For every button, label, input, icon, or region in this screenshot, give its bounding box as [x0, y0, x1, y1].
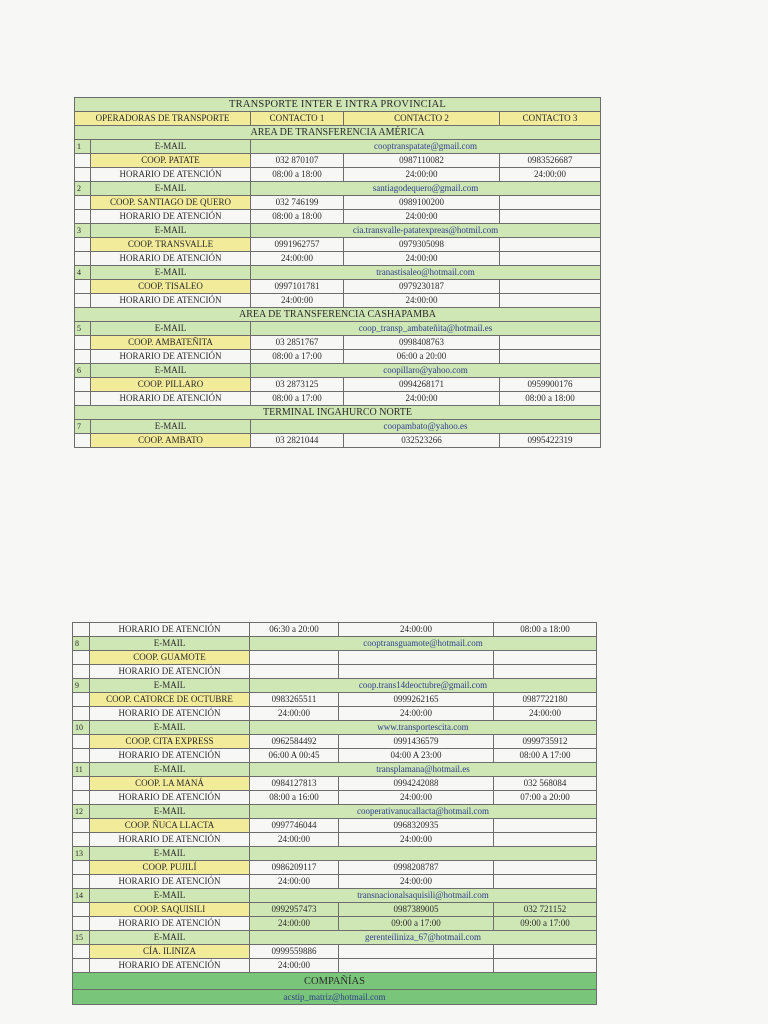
contact-3: 0959900176: [500, 378, 601, 392]
hours-1: 06:00 A 00:45: [250, 749, 339, 763]
area-heading: [75, 308, 601, 322]
contact-3: [494, 861, 597, 875]
hours-3: [494, 959, 597, 973]
header-contact-2: CONTACTO 2: [344, 112, 500, 126]
contact-2: 0989100200: [344, 196, 500, 210]
hours-2: 24:00:00: [339, 791, 494, 805]
hours-row: [75, 392, 601, 406]
spacer-cell: [75, 392, 91, 406]
email-value: coopillaro@yahoo.com: [251, 364, 601, 378]
hours-3: [500, 210, 601, 224]
spacer-cell: [73, 735, 90, 749]
contact-3: [494, 819, 597, 833]
contact-2: 0994268171: [344, 378, 500, 392]
email-label: E-MAIL: [91, 364, 251, 378]
contact-2: 0968320935: [339, 819, 494, 833]
hours-2: 24:00:00: [344, 252, 500, 266]
email-label: E-MAIL: [91, 322, 251, 336]
email-value: cooptranspatate@gmail.com: [251, 140, 601, 154]
email-label: E-MAIL: [90, 889, 250, 903]
entry-number: 6: [75, 364, 91, 378]
hours-2: 24:00:00: [339, 623, 494, 637]
email-row: [73, 931, 597, 945]
hours-row: [73, 665, 597, 679]
email-label: E-MAIL: [90, 847, 250, 861]
email-label: E-MAIL: [91, 140, 251, 154]
hours-label: HORARIO DE ATENCIÓN: [90, 623, 250, 637]
hours-label: HORARIO DE ATENCIÓN: [91, 210, 251, 224]
area-heading-cell: AREA DE TRANSFERENCIA AMÉRICA: [75, 126, 601, 140]
entry-number: 10: [73, 721, 90, 735]
email-row: [73, 847, 597, 861]
contact-3: 0983526687: [500, 154, 601, 168]
contact-1: 0986209117: [250, 861, 339, 875]
hours-2: 24:00:00: [344, 294, 500, 308]
hours-2: 24:00:00: [339, 833, 494, 847]
contact-row: [73, 903, 597, 917]
contact-row: [73, 819, 597, 833]
operator-name: COOP. CATORCE DE OCTUBRE: [90, 693, 250, 707]
hours-1: 08:00 a 16:00: [250, 791, 339, 805]
hours-2: 06:00 a 20:00: [344, 350, 500, 364]
entry-number: 1: [75, 140, 91, 154]
hours-3: [494, 665, 597, 679]
email-row: [75, 182, 601, 196]
contact-row: [75, 434, 601, 448]
hours-label: HORARIO DE ATENCIÓN: [90, 833, 250, 847]
entry-number: 3: [75, 224, 91, 238]
email-row: [75, 364, 601, 378]
hours-1: 08:00 a 17:00: [251, 350, 344, 364]
hours-1: 24:00:00: [250, 707, 339, 721]
contact-3: 0995422319: [500, 434, 601, 448]
hours-1: 24:00:00: [251, 294, 344, 308]
email-value: [250, 847, 597, 861]
contact-2: 032523266: [344, 434, 500, 448]
operator-name: COOP. PILLARO: [91, 378, 251, 392]
companias-title: [73, 973, 597, 990]
operator-name: COOP. LA MANÁ: [90, 777, 250, 791]
email-row: [73, 889, 597, 903]
operator-name: COOP. SAQUISILI: [90, 903, 250, 917]
transport-table-top: [74, 97, 601, 448]
hours-1: 08:00 a 18:00: [251, 168, 344, 182]
hours-1: 08:00 a 17:00: [251, 392, 344, 406]
entry-number: 5: [75, 322, 91, 336]
operator-name: COOP. TISALEO: [91, 280, 251, 294]
hours-row: [73, 833, 597, 847]
hours-label: HORARIO DE ATENCIÓN: [91, 350, 251, 364]
hours-label: HORARIO DE ATENCIÓN: [90, 875, 250, 889]
hours-1: 08:00 a 18:00: [251, 210, 344, 224]
contact-1: 0962584492: [250, 735, 339, 749]
operator-name: COOP. SANTIAGO DE QUERO: [91, 196, 251, 210]
spacer-cell: [73, 777, 90, 791]
table-title: [75, 98, 601, 112]
hours-3: 24:00:00: [500, 168, 601, 182]
hours-1: 24:00:00: [250, 833, 339, 847]
contact-3: [494, 945, 597, 959]
contact-row: [75, 336, 601, 350]
contact-row: [75, 280, 601, 294]
contact-2: [339, 651, 494, 665]
spacer-cell: [75, 168, 91, 182]
spacer-cell: [75, 252, 91, 266]
contact-1: 03 2851767: [251, 336, 344, 350]
table-title-cell: TRANSPORTE INTER E INTRA PROVINCIAL: [75, 98, 601, 112]
entry-number: 14: [73, 889, 90, 903]
spacer-cell: [75, 294, 91, 308]
operator-name: COOP. TRANSVALLE: [91, 238, 251, 252]
header-row: [75, 112, 601, 126]
companias-title-cell: COMPAÑÍAS: [73, 973, 597, 990]
hours-1: 24:00:00: [250, 959, 339, 973]
email-row: [75, 266, 601, 280]
email-value: gerenteiliniza_67@hotmail.com: [250, 931, 597, 945]
hours-label: HORARIO DE ATENCIÓN: [90, 665, 250, 679]
hours-2: [339, 665, 494, 679]
hours-row: [73, 749, 597, 763]
email-value: cooptransguamote@hotmail.com: [250, 637, 597, 651]
transport-table-bottom: [72, 622, 597, 1005]
hours-3: 08:00 A 17:00: [494, 749, 597, 763]
contact-row: [75, 238, 601, 252]
spacer-cell: [75, 434, 91, 448]
contact-2: [339, 945, 494, 959]
spacer-cell: [75, 336, 91, 350]
contact-3: 0999735912: [494, 735, 597, 749]
hours-3: 08:00 a 18:00: [494, 623, 597, 637]
contact-2: 0979305098: [344, 238, 500, 252]
contact-1: 032 746199: [251, 196, 344, 210]
email-row: [73, 637, 597, 651]
spacer-cell: [75, 154, 91, 168]
contact-3: [500, 196, 601, 210]
contact-row: [75, 196, 601, 210]
spacer-cell: [73, 903, 90, 917]
email-label: E-MAIL: [90, 679, 250, 693]
operator-name: COOP. AMBATO: [91, 434, 251, 448]
hours-2: 24:00:00: [344, 392, 500, 406]
hours-label: HORARIO DE ATENCIÓN: [90, 917, 250, 931]
spacer-cell: [73, 959, 90, 973]
hours-2: [339, 959, 494, 973]
hours-row: [75, 210, 601, 224]
email-row: [75, 224, 601, 238]
entry-number: 9: [73, 679, 90, 693]
contact-2: 0998208787: [339, 861, 494, 875]
contact-2: 0979230187: [344, 280, 500, 294]
spacer-cell: [75, 238, 91, 252]
email-row: [75, 322, 601, 336]
email-value: tranastisaleo@hotmail.com: [251, 266, 601, 280]
operator-name: COOP. AMBATEÑITA: [91, 336, 251, 350]
area-heading: [75, 406, 601, 420]
contact-row: [75, 154, 601, 168]
header-contact-1: CONTACTO 1: [251, 112, 344, 126]
hours-1: 06:30 a 20:00: [250, 623, 339, 637]
spacer-cell: [73, 693, 90, 707]
email-label: E-MAIL: [91, 182, 251, 196]
email-row: [73, 805, 597, 819]
email-label: E-MAIL: [90, 637, 250, 651]
contact-1: 0984127813: [250, 777, 339, 791]
spacer-cell: [73, 861, 90, 875]
email-value: coop_transp_ambateñita@hotmail.es: [251, 322, 601, 336]
spacer-cell: [73, 749, 90, 763]
contact-1: [250, 651, 339, 665]
hours-3: 24:00:00: [494, 707, 597, 721]
contact-row: [73, 777, 597, 791]
entry-number: 8: [73, 637, 90, 651]
companias-email: [73, 990, 597, 1005]
area-heading-cell: AREA DE TRANSFERENCIA CASHAPAMBA: [75, 308, 601, 322]
contact-2: 0987389005: [339, 903, 494, 917]
contact-row: [73, 735, 597, 749]
hours-2: 24:00:00: [344, 210, 500, 224]
contact-3: [500, 336, 601, 350]
email-value: coop.trans14deoctubre@gmail.com: [250, 679, 597, 693]
spacer-cell: [73, 819, 90, 833]
email-row: [75, 140, 601, 154]
hours-row: [73, 875, 597, 889]
header-operators: OPERADORAS DE TRANSPORTE: [75, 112, 251, 126]
hours-1: 24:00:00: [250, 917, 339, 931]
hours-label: HORARIO DE ATENCIÓN: [91, 168, 251, 182]
hours-row: [73, 791, 597, 805]
contact-1: 0999559886: [250, 945, 339, 959]
hours-row: [73, 917, 597, 931]
contact-3: [500, 280, 601, 294]
spacer-cell: [73, 623, 90, 637]
hours-label: HORARIO DE ATENCIÓN: [90, 749, 250, 763]
hours-1: 24:00:00: [250, 875, 339, 889]
entry-number: 2: [75, 182, 91, 196]
email-value: transnacionalsaquisili@hotmail.com: [250, 889, 597, 903]
contact-2: 0987110082: [344, 154, 500, 168]
operator-name: CÍA. ILINIZA: [90, 945, 250, 959]
email-row: [73, 763, 597, 777]
operator-name: COOP. ÑUCA LLACTA: [90, 819, 250, 833]
email-label: E-MAIL: [90, 763, 250, 777]
hours-row: [75, 350, 601, 364]
hours-3: 07:00 a 20:00: [494, 791, 597, 805]
entry-number: 7: [75, 420, 91, 434]
email-value: www.transportescita.com: [250, 721, 597, 735]
hours-label: HORARIO DE ATENCIÓN: [91, 252, 251, 266]
area-heading: [75, 126, 601, 140]
operator-name: COOP. GUAMOTE: [90, 651, 250, 665]
entry-number: 4: [75, 266, 91, 280]
contact-3: [494, 651, 597, 665]
spacer-cell: [73, 833, 90, 847]
spacer-cell: [73, 651, 90, 665]
entry-number: 15: [73, 931, 90, 945]
email-label: E-MAIL: [90, 805, 250, 819]
operator-name: COOP. PATATE: [91, 154, 251, 168]
spacer-cell: [73, 945, 90, 959]
contact-1: 032 870107: [251, 154, 344, 168]
contact-1: 0992957473: [250, 903, 339, 917]
email-row: [73, 721, 597, 735]
hours-2: 04:00 A 23:00: [339, 749, 494, 763]
email-value: cooperativanucallacta@hotmail.com: [250, 805, 597, 819]
hours-label: HORARIO DE ATENCIÓN: [91, 294, 251, 308]
email-row: [75, 420, 601, 434]
hours-3: 08:00 a 18:00: [500, 392, 601, 406]
hours-label: HORARIO DE ATENCIÓN: [90, 707, 250, 721]
hours-1: [250, 665, 339, 679]
spacer-cell: [73, 707, 90, 721]
hours-3: 09:00 a 17:00: [494, 917, 597, 931]
email-value: cia.transvalle-patatexpreas@hotmil.com: [251, 224, 601, 238]
contact-3: 0987722180: [494, 693, 597, 707]
entry-number: 13: [73, 847, 90, 861]
operator-name: COOP. PUJILÍ: [90, 861, 250, 875]
spacer-cell: [75, 196, 91, 210]
email-value: santiagodequero@gmail.com: [251, 182, 601, 196]
contact-1: 0983265511: [250, 693, 339, 707]
hours-row: [75, 252, 601, 266]
contact-row: [73, 693, 597, 707]
hours-3: [494, 833, 597, 847]
email-row: [73, 679, 597, 693]
hours-2: 24:00:00: [339, 875, 494, 889]
area-heading-cell: TERMINAL INGAHURCO NORTE: [75, 406, 601, 420]
entry-number: 12: [73, 805, 90, 819]
contact-row: [75, 378, 601, 392]
contact-2: 0999262165: [339, 693, 494, 707]
spacer-cell: [73, 875, 90, 889]
contact-row: [73, 651, 597, 665]
hours-row: [75, 294, 601, 308]
hours-3: [494, 875, 597, 889]
hours-3: [500, 252, 601, 266]
entry-number: 11: [73, 763, 90, 777]
contact-1: 03 2873125: [251, 378, 344, 392]
hours-label: HORARIO DE ATENCIÓN: [90, 959, 250, 973]
spacer-cell: [73, 917, 90, 931]
contact-3: 032 568084: [494, 777, 597, 791]
hours-label: HORARIO DE ATENCIÓN: [90, 791, 250, 805]
contact-1: 03 2821044: [251, 434, 344, 448]
hours-row: [73, 959, 597, 973]
contact-row: [73, 945, 597, 959]
contact-2: 0991436579: [339, 735, 494, 749]
email-label: E-MAIL: [91, 224, 251, 238]
hours-row: [73, 623, 597, 637]
email-value: coopambato@yahoo.es: [251, 420, 601, 434]
hours-1: 24:00:00: [251, 252, 344, 266]
email-value: transplamana@hotmail.es: [250, 763, 597, 777]
email-label: E-MAIL: [91, 266, 251, 280]
contact-3: 032 721152: [494, 903, 597, 917]
contact-2: 0998408763: [344, 336, 500, 350]
hours-row: [73, 707, 597, 721]
spacer-cell: [75, 378, 91, 392]
contact-3: [500, 238, 601, 252]
email-label: E-MAIL: [90, 931, 250, 945]
spacer-cell: [75, 280, 91, 294]
hours-label: HORARIO DE ATENCIÓN: [91, 392, 251, 406]
hours-3: [500, 294, 601, 308]
contact-2: 0994242088: [339, 777, 494, 791]
contact-1: 0997101781: [251, 280, 344, 294]
hours-2: 24:00:00: [339, 707, 494, 721]
spacer-cell: [75, 350, 91, 364]
email-label: E-MAIL: [90, 721, 250, 735]
contact-1: 0997746044: [250, 819, 339, 833]
contact-row: [73, 861, 597, 875]
hours-2: 09:00 a 17:00: [339, 917, 494, 931]
spacer-cell: [75, 210, 91, 224]
hours-3: [500, 350, 601, 364]
spacer-cell: [73, 791, 90, 805]
email-label: E-MAIL: [91, 420, 251, 434]
operator-name: COOP. CITA EXPRESS: [90, 735, 250, 749]
hours-row: [75, 168, 601, 182]
spacer-cell: [73, 665, 90, 679]
header-contact-3: CONTACTO 3: [500, 112, 601, 126]
contact-1: 0991962757: [251, 238, 344, 252]
companias-email-cell: acstip_matriz@hotmail.com: [73, 990, 597, 1005]
hours-2: 24:00:00: [344, 168, 500, 182]
